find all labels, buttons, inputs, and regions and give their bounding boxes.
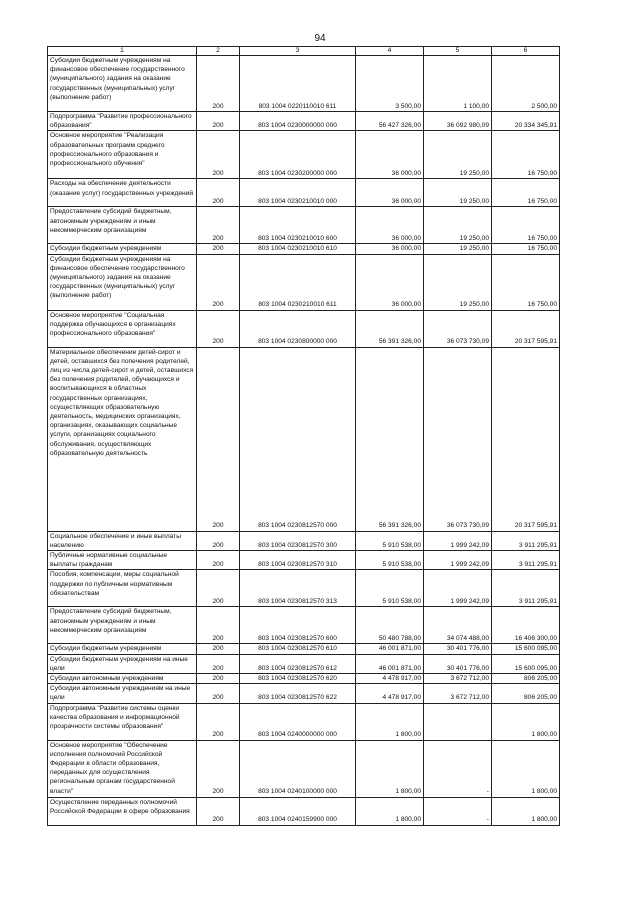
row-amount-planned: 5 910 538,00 xyxy=(356,531,424,550)
table-row xyxy=(48,244,560,254)
row-amount-remaining: 806 205,00 xyxy=(492,684,560,703)
budget-table xyxy=(47,46,560,826)
column-number: 1 xyxy=(48,47,197,56)
row-name: Предоставление субсидий бюджетным, автономным учреждениям и иным некоммерческим организациям xyxy=(48,607,197,644)
row-name: Публичные нормативные социальные выплаты гражданам xyxy=(48,551,197,570)
row-amount-remaining: 1 800,00 xyxy=(492,797,560,825)
row-name: Субсидии бюджетным учреждениям на финансовое обеспечение государственного (муниципального) задания на оказание государственных (муниципальных) услуг (выполнение работ) xyxy=(48,254,197,310)
row-amount-remaining: 20 334 345,91 xyxy=(492,112,560,131)
row-amount-executed: - xyxy=(424,797,492,825)
row-classifier: 803 1004 0230210010 000 xyxy=(240,179,356,207)
row-classifier: 803 1004 0230000000 000 xyxy=(240,112,356,131)
row-amount-executed: 36 073 730,09 xyxy=(424,310,492,347)
table-row xyxy=(48,56,560,112)
row-code: 200 xyxy=(197,112,240,131)
row-name: Субсидии бюджетным учреждениям на финансовое обеспечение государственного (муниципального) задания на оказание государственных (муниципальных) услуг (выполнение работ) xyxy=(48,56,197,112)
row-classifier: 803 1004 0230812570 300 xyxy=(240,531,356,550)
row-code: 200 xyxy=(197,310,240,347)
row-code: 200 xyxy=(197,570,240,607)
row-classifier: 803 1004 0240000000 000 xyxy=(240,703,356,740)
table-row xyxy=(48,654,560,673)
row-name: Социальное обеспечение и иные выплаты населению xyxy=(48,531,197,550)
row-code: 200 xyxy=(197,644,240,654)
row-amount-executed: 30 401 776,00 xyxy=(424,644,492,654)
row-amount-executed: 1 100,00 xyxy=(424,56,492,112)
table-row xyxy=(48,551,560,570)
row-amount-remaining: 16 750,00 xyxy=(492,254,560,310)
row-classifier: 803 1004 0220110010 611 xyxy=(240,56,356,112)
row-amount-executed: 3 672 712,00 xyxy=(424,684,492,703)
row-amount-planned: 4 478 917,00 xyxy=(356,684,424,703)
table-row xyxy=(48,797,560,825)
row-amount-planned: 36 000,00 xyxy=(356,207,424,244)
row-amount-remaining: 16 406 300,00 xyxy=(492,607,560,644)
row-amount-executed: 19 250,00 xyxy=(424,207,492,244)
row-amount-planned: 1 800,00 xyxy=(356,740,424,797)
row-amount-executed: 1 999 242,09 xyxy=(424,551,492,570)
row-amount-remaining: 16 750,00 xyxy=(492,179,560,207)
table-row xyxy=(48,531,560,550)
row-amount-executed: 1 999 242,09 xyxy=(424,531,492,550)
column-number: 6 xyxy=(492,47,560,56)
row-amount-planned: 5 910 538,00 xyxy=(356,551,424,570)
row-code: 200 xyxy=(197,654,240,673)
row-classifier: 803 1004 0230812570 313 xyxy=(240,570,356,607)
row-classifier: 803 1004 0230210010 611 xyxy=(240,254,356,310)
row-code: 200 xyxy=(197,244,240,254)
row-name: Пособия, компенсации, меры социальной поддержки по публичным нормативным обязательствам xyxy=(48,570,197,607)
column-number: 2 xyxy=(197,47,240,56)
row-amount-remaining: 2 500,00 xyxy=(492,56,560,112)
table-row xyxy=(48,644,560,654)
row-amount-remaining: 15 600 095,00 xyxy=(492,644,560,654)
row-code: 200 xyxy=(197,254,240,310)
row-amount-planned: 56 427 326,00 xyxy=(356,112,424,131)
row-classifier: 803 1004 0230812570 612 xyxy=(240,654,356,673)
row-code: 200 xyxy=(197,607,240,644)
row-amount-remaining: 1 800,00 xyxy=(492,740,560,797)
row-amount-remaining: 16 750,00 xyxy=(492,244,560,254)
row-classifier: 803 1004 0230210010 600 xyxy=(240,207,356,244)
row-code: 200 xyxy=(197,551,240,570)
column-number: 3 xyxy=(240,47,356,56)
row-amount-planned: 1 800,00 xyxy=(356,703,424,740)
row-classifier: 803 1004 0230812570 620 xyxy=(240,674,356,684)
column-number: 5 xyxy=(424,47,492,56)
row-amount-executed: 36 073 730,09 xyxy=(424,347,492,531)
row-name: Осуществление переданных полномочий Российской Федерации в сфере образования xyxy=(48,797,197,825)
row-code: 200 xyxy=(197,674,240,684)
row-name: Подпрограмма "Развитие системы оценки качества образования и информационной прозрачности системы образования" xyxy=(48,703,197,740)
row-name: Основное мероприятие "Обеспечение исполнения полномочий Российской Федерации в области образования, переданных для осуществления региональным органам государственной власти" xyxy=(48,740,197,797)
row-amount-executed: 19 250,00 xyxy=(424,179,492,207)
row-amount-planned: 46 001 871,00 xyxy=(356,644,424,654)
row-classifier: 803 1004 0230812570 310 xyxy=(240,551,356,570)
row-name: Расходы на обеспечение деятельности (оказание услуг) государственных учреждений xyxy=(48,179,197,207)
table-row xyxy=(48,674,560,684)
table-row xyxy=(48,347,560,531)
row-classifier: 803 1004 0230800000 000 xyxy=(240,310,356,347)
row-name: Предоставление субсидий бюджетным, автономным учреждениям и иным некоммерческим организациям xyxy=(48,207,197,244)
row-amount-remaining: 20 317 595,91 xyxy=(492,347,560,531)
row-amount-remaining: 3 911 295,91 xyxy=(492,570,560,607)
row-code: 200 xyxy=(197,179,240,207)
table-row xyxy=(48,131,560,179)
row-name: Субсидии бюджетным учреждениям xyxy=(48,644,197,654)
row-amount-remaining: 3 911 295,91 xyxy=(492,551,560,570)
row-amount-executed: 34 074 488,00 xyxy=(424,607,492,644)
row-code: 200 xyxy=(197,684,240,703)
row-code: 200 xyxy=(197,56,240,112)
row-name: Субсидии бюджетным учреждениям xyxy=(48,244,197,254)
row-amount-executed: 3 672 712,00 xyxy=(424,674,492,684)
row-amount-planned: 56 391 326,00 xyxy=(356,347,424,531)
row-amount-executed: 1 999 242,09 xyxy=(424,570,492,607)
row-amount-planned: 4 478 917,00 xyxy=(356,674,424,684)
row-classifier: 803 1004 0240159900 000 xyxy=(240,797,356,825)
column-number: 4 xyxy=(356,47,424,56)
column-number-row xyxy=(48,47,560,56)
row-amount-planned: 36 000,00 xyxy=(356,131,424,179)
table-row xyxy=(48,112,560,131)
row-amount-planned: 36 000,00 xyxy=(356,179,424,207)
row-amount-executed: 36 092 980,09 xyxy=(424,112,492,131)
row-name: Субсидии бюджетным учреждениям на иные цели xyxy=(48,654,197,673)
row-name: Материальное обеспечение детей-сирот и детей, оставшихся без попечения родителей, лиц из числа детей-сирот и детей, оставшихся без попечения родителей, обучающихся и воспитывающихся в областных государственных организациях, осуществляющих образовательную деятельность, медицинских организациях, организациях, оказывающих социальные услуги, организациях социального обслуживания, осуществляющих образовательную деятельность xyxy=(48,347,197,531)
row-amount-planned: 50 480 788,00 xyxy=(356,607,424,644)
row-amount-remaining: 3 911 295,91 xyxy=(492,531,560,550)
row-amount-remaining: 806 205,00 xyxy=(492,674,560,684)
row-amount-executed: 30 401 776,00 xyxy=(424,654,492,673)
row-amount-executed xyxy=(424,703,492,740)
table-row xyxy=(48,310,560,347)
row-classifier: 803 1004 0230210010 610 xyxy=(240,244,356,254)
row-code: 200 xyxy=(197,347,240,531)
row-amount-remaining: 16 750,00 xyxy=(492,207,560,244)
row-code: 200 xyxy=(197,703,240,740)
table-row xyxy=(48,254,560,310)
row-code: 200 xyxy=(197,797,240,825)
row-amount-planned: 1 800,00 xyxy=(356,797,424,825)
row-amount-remaining: 1 800,00 xyxy=(492,703,560,740)
row-amount-remaining: 20 317 595,91 xyxy=(492,310,560,347)
table-row xyxy=(48,684,560,703)
row-amount-planned: 5 910 538,00 xyxy=(356,570,424,607)
row-classifier: 803 1004 0230812570 600 xyxy=(240,607,356,644)
row-code: 200 xyxy=(197,207,240,244)
row-name: Подпрограмма "Развитие профессионального образования" xyxy=(48,112,197,131)
row-amount-executed: 19 250,00 xyxy=(424,131,492,179)
row-name: Субсидии автономным учреждениям на иные цели xyxy=(48,684,197,703)
table-row xyxy=(48,207,560,244)
row-code: 200 xyxy=(197,531,240,550)
row-amount-executed: 19 250,00 xyxy=(424,254,492,310)
row-classifier: 803 1004 0230812570 000 xyxy=(240,347,356,531)
table-row xyxy=(48,179,560,207)
row-classifier: 803 1004 0230200000 000 xyxy=(240,131,356,179)
row-name: Основное мероприятие "Реализация образовательных программ среднего профессионального образования и профессионального обучения" xyxy=(48,131,197,179)
row-amount-planned: 3 500,00 xyxy=(356,56,424,112)
page-number: 94 xyxy=(314,33,326,44)
row-classifier: 803 1004 0240100000 000 xyxy=(240,740,356,797)
row-name: Субсидии автономным учреждениям xyxy=(48,674,197,684)
row-classifier: 803 1004 0230812570 622 xyxy=(240,684,356,703)
table-row xyxy=(48,703,560,740)
row-amount-planned: 36 000,00 xyxy=(356,244,424,254)
row-amount-planned: 56 391 326,00 xyxy=(356,310,424,347)
row-classifier: 803 1004 0230812570 610 xyxy=(240,644,356,654)
row-amount-planned: 46 001 871,00 xyxy=(356,654,424,673)
row-code: 200 xyxy=(197,131,240,179)
table-row xyxy=(48,607,560,644)
table-row xyxy=(48,740,560,797)
row-amount-executed: - xyxy=(424,740,492,797)
table-row xyxy=(48,570,560,607)
row-amount-executed: 19 250,00 xyxy=(424,244,492,254)
row-amount-remaining: 15 600 095,00 xyxy=(492,654,560,673)
row-amount-remaining: 16 750,00 xyxy=(492,131,560,179)
row-amount-planned: 36 000,00 xyxy=(356,254,424,310)
row-name: Основное мероприятие "Социальная поддержка обучающихся в организациях профессионального образования" xyxy=(48,310,197,347)
row-code: 200 xyxy=(197,740,240,797)
